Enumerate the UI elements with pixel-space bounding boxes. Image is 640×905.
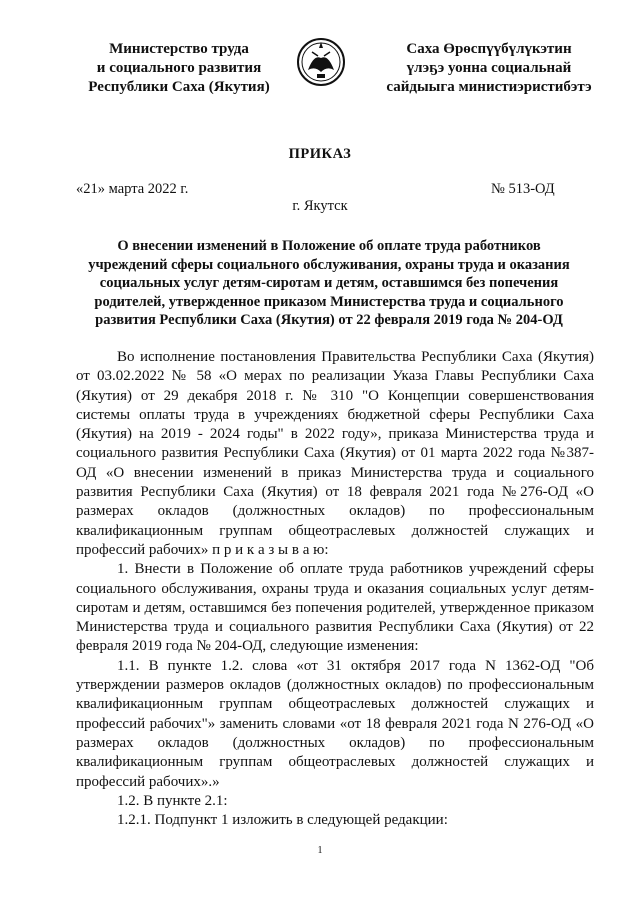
document-type: ПРИКАЗ — [288, 146, 352, 162]
org-name-sakha — [378, 40, 600, 97]
paragraph: 1.2.1. Подпункт 1 изложить в следующей редакции: — [117, 812, 448, 829]
paragraph: 1. Внести в Положение об оплате труда работников учреждений сферы социального обслуживания, охраны труда и оказания социальных услуг детям-сиротам и детям, оставшимся без попечения родителей, утвержденное приказом Министерства труда и социального развития Республики Саха (Якутия) от 22 февраля 2019 года № 204-ОД, следующие изменения: — [76, 561, 594, 655]
document-city: г. Якутск — [292, 198, 348, 214]
coat-of-arms-icon — [296, 32, 346, 92]
org-line: Саха Өрөспүүбүлүкэтин — [406, 41, 572, 57]
org-line: үлэҕэ уонна социальнай — [406, 60, 572, 76]
org-line: и социального развития — [96, 60, 262, 76]
org-line: Министерство труда — [109, 41, 249, 57]
document-number: № 513-ОД — [491, 181, 555, 197]
page-number: 1 — [317, 845, 323, 856]
document-body — [76, 348, 594, 830]
paragraph: 1.2. В пункте 2.1: — [117, 792, 228, 809]
org-name-russian — [68, 40, 290, 97]
paragraph: 1.1. В пункте 1.2. слова «от 31 октября 2017 года N 1362-ОД "Об утверждении размеров окладов (должностных окладов) по профессиональным квалификационным группам общеотраслевых должностей служащих и профессий рабочих"» заменить словами «от 18 февраля 2021 года N 276-ОД «О размерах окладов (должностных окладов) по профессиональным квалификационным группам общеотраслевых должностей служащих и профессий рабочих».» — [76, 657, 594, 790]
paragraph: Во исполнение постановления Правительства Республики Саха (Якутия) от 03.02.2022 № 58 «О мерах по реализации Указа Главы Республики Саха (Якутия) от 29 декабря 2018 г. № 310 "О Концепции совершенствования системы оплаты труда в учреждениях бюджетной сферы Республики Саха (Якутия) на 2019 - 2024 годы" в 2022 году», приказа Министерства труда и социального развития Республики Саха (Якутия) от 01 марта 2022 года №387-ОД «О внесении изменений в приказ Министерства труда и социального развития Республики Саха (Якутия) от 18 февраля 2021 года №276-ОД «О размерах окладов (должностных окладов) по профессиональным квалификационным группам общеотраслевых должностей служащих и профессий рабочих» п р и к а з ы в а ю: — [76, 349, 594, 558]
org-line: сайдыыга министиэристибэтэ — [386, 79, 592, 95]
org-line: Республики Саха (Якутия) — [88, 79, 270, 95]
document-subject: О внесении изменений в Положение об оплате труда работников учреждений сферы социального обслуживания, охраны труда и оказания социальных услуг детям-сиротам и детям, оставшимся без попечения родителей, утвержденное приказом Министерства труда и социального развития Республики Саха (Якутия) от 22 февраля 2019 года № 204-ОД — [88, 238, 570, 328]
document-date: «21» марта 2022 г. — [76, 181, 189, 197]
